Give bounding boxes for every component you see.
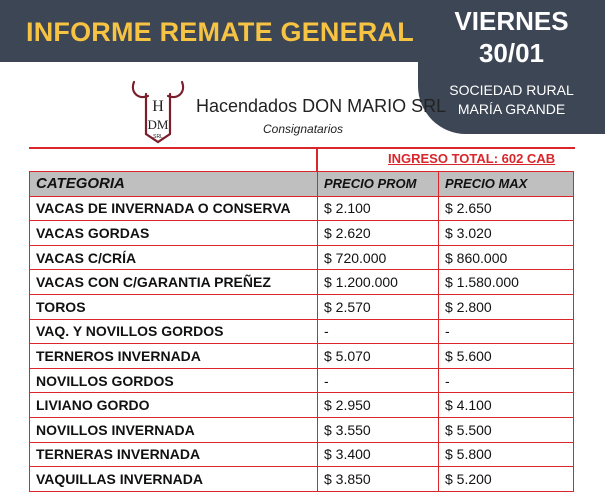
precio-prom-cell: $ 3.400: [318, 442, 439, 467]
table-row: [30, 442, 574, 467]
category-cell: VACAS DE INVERNADA O CONSERVA: [30, 196, 318, 221]
company-name: Hacendados DON MARIO SRL: [196, 96, 447, 116]
precio-max-cell: $ 5.800: [439, 442, 574, 467]
table-row: [30, 393, 574, 418]
precio-max-cell: -: [439, 319, 574, 344]
column-header-precio-max: PRECIO MAX: [439, 172, 574, 197]
category-cell: TOROS: [30, 294, 318, 319]
precio-max-cell: $ 2.650: [439, 196, 574, 221]
precio-prom-cell: $ 3.550: [318, 417, 439, 442]
table-row: [30, 221, 574, 246]
category-cell: TERNERAS INVERNADA: [30, 442, 318, 467]
precio-prom-cell: -: [318, 368, 439, 393]
svg-text:H: H: [152, 98, 164, 115]
column-header-categoria: CATEGORIA: [30, 172, 318, 197]
precio-prom-cell: $ 2.100: [318, 196, 439, 221]
category-cell: VAQUILLAS INVERNADA: [30, 467, 318, 492]
table-row: [30, 245, 574, 270]
table-row: [30, 368, 574, 393]
red-rule-vertical: [316, 147, 318, 171]
organizer-line-1: SOCIEDAD RURAL: [449, 82, 574, 98]
precio-max-cell: $ 860.000: [439, 245, 574, 270]
precio-prom-cell: $ 3.850: [318, 467, 439, 492]
table-row: [30, 270, 574, 295]
precio-max-cell: $ 4.100: [439, 393, 574, 418]
category-cell: LIVIANO GORDO: [30, 393, 318, 418]
category-cell: VAQ. Y NOVILLOS GORDOS: [30, 319, 318, 344]
category-cell: NOVILLOS INVERNADA: [30, 417, 318, 442]
precio-prom-cell: $ 2.620: [318, 221, 439, 246]
date-label: 30/01: [478, 38, 545, 68]
table-header-row: [30, 172, 574, 197]
precio-max-cell: -: [439, 368, 574, 393]
precio-prom-cell: $ 2.570: [318, 294, 439, 319]
svg-text:DM: DM: [147, 117, 169, 132]
category-cell: NOVILLOS GORDOS: [30, 368, 318, 393]
company-logo: [128, 78, 188, 144]
red-rule-horizontal: [29, 147, 575, 149]
precio-max-cell: $ 1.580.000: [439, 270, 574, 295]
day-label: VIERNES: [454, 6, 569, 36]
precio-prom-cell: $ 720.000: [318, 245, 439, 270]
category-cell: VACAS C/CRÍA: [30, 245, 318, 270]
precio-prom-cell: -: [318, 319, 439, 344]
column-header-precio-prom: PRECIO PROM: [318, 172, 439, 197]
report-title: INFORME REMATE GENERAL: [26, 17, 414, 47]
category-cell: VACAS CON C/GARANTIA PREÑEZ: [30, 270, 318, 295]
company-subtitle: Consignatarios: [263, 122, 344, 136]
table-row: [30, 344, 574, 369]
precio-max-cell: $ 3.020: [439, 221, 574, 246]
table-row: [30, 467, 574, 492]
table-row: [30, 294, 574, 319]
precio-max-cell: $ 5.600: [439, 344, 574, 369]
table-row: [30, 196, 574, 221]
svg-text:SRL: SRL: [153, 134, 163, 140]
precio-prom-cell: $ 2.950: [318, 393, 439, 418]
price-table: [29, 171, 574, 492]
precio-max-cell: $ 2.800: [439, 294, 574, 319]
table-row: [30, 319, 574, 344]
precio-prom-cell: $ 1.200.000: [318, 270, 439, 295]
precio-max-cell: $ 5.200: [439, 467, 574, 492]
ingreso-total: INGRESO TOTAL: 602 CAB: [388, 151, 556, 166]
precio-max-cell: $ 5.500: [439, 417, 574, 442]
table-row: [30, 417, 574, 442]
precio-prom-cell: $ 5.070: [318, 344, 439, 369]
organizer-line-2: MARÍA GRANDE: [457, 101, 566, 117]
category-cell: VACAS GORDAS: [30, 221, 318, 246]
category-cell: TERNEROS INVERNADA: [30, 344, 318, 369]
